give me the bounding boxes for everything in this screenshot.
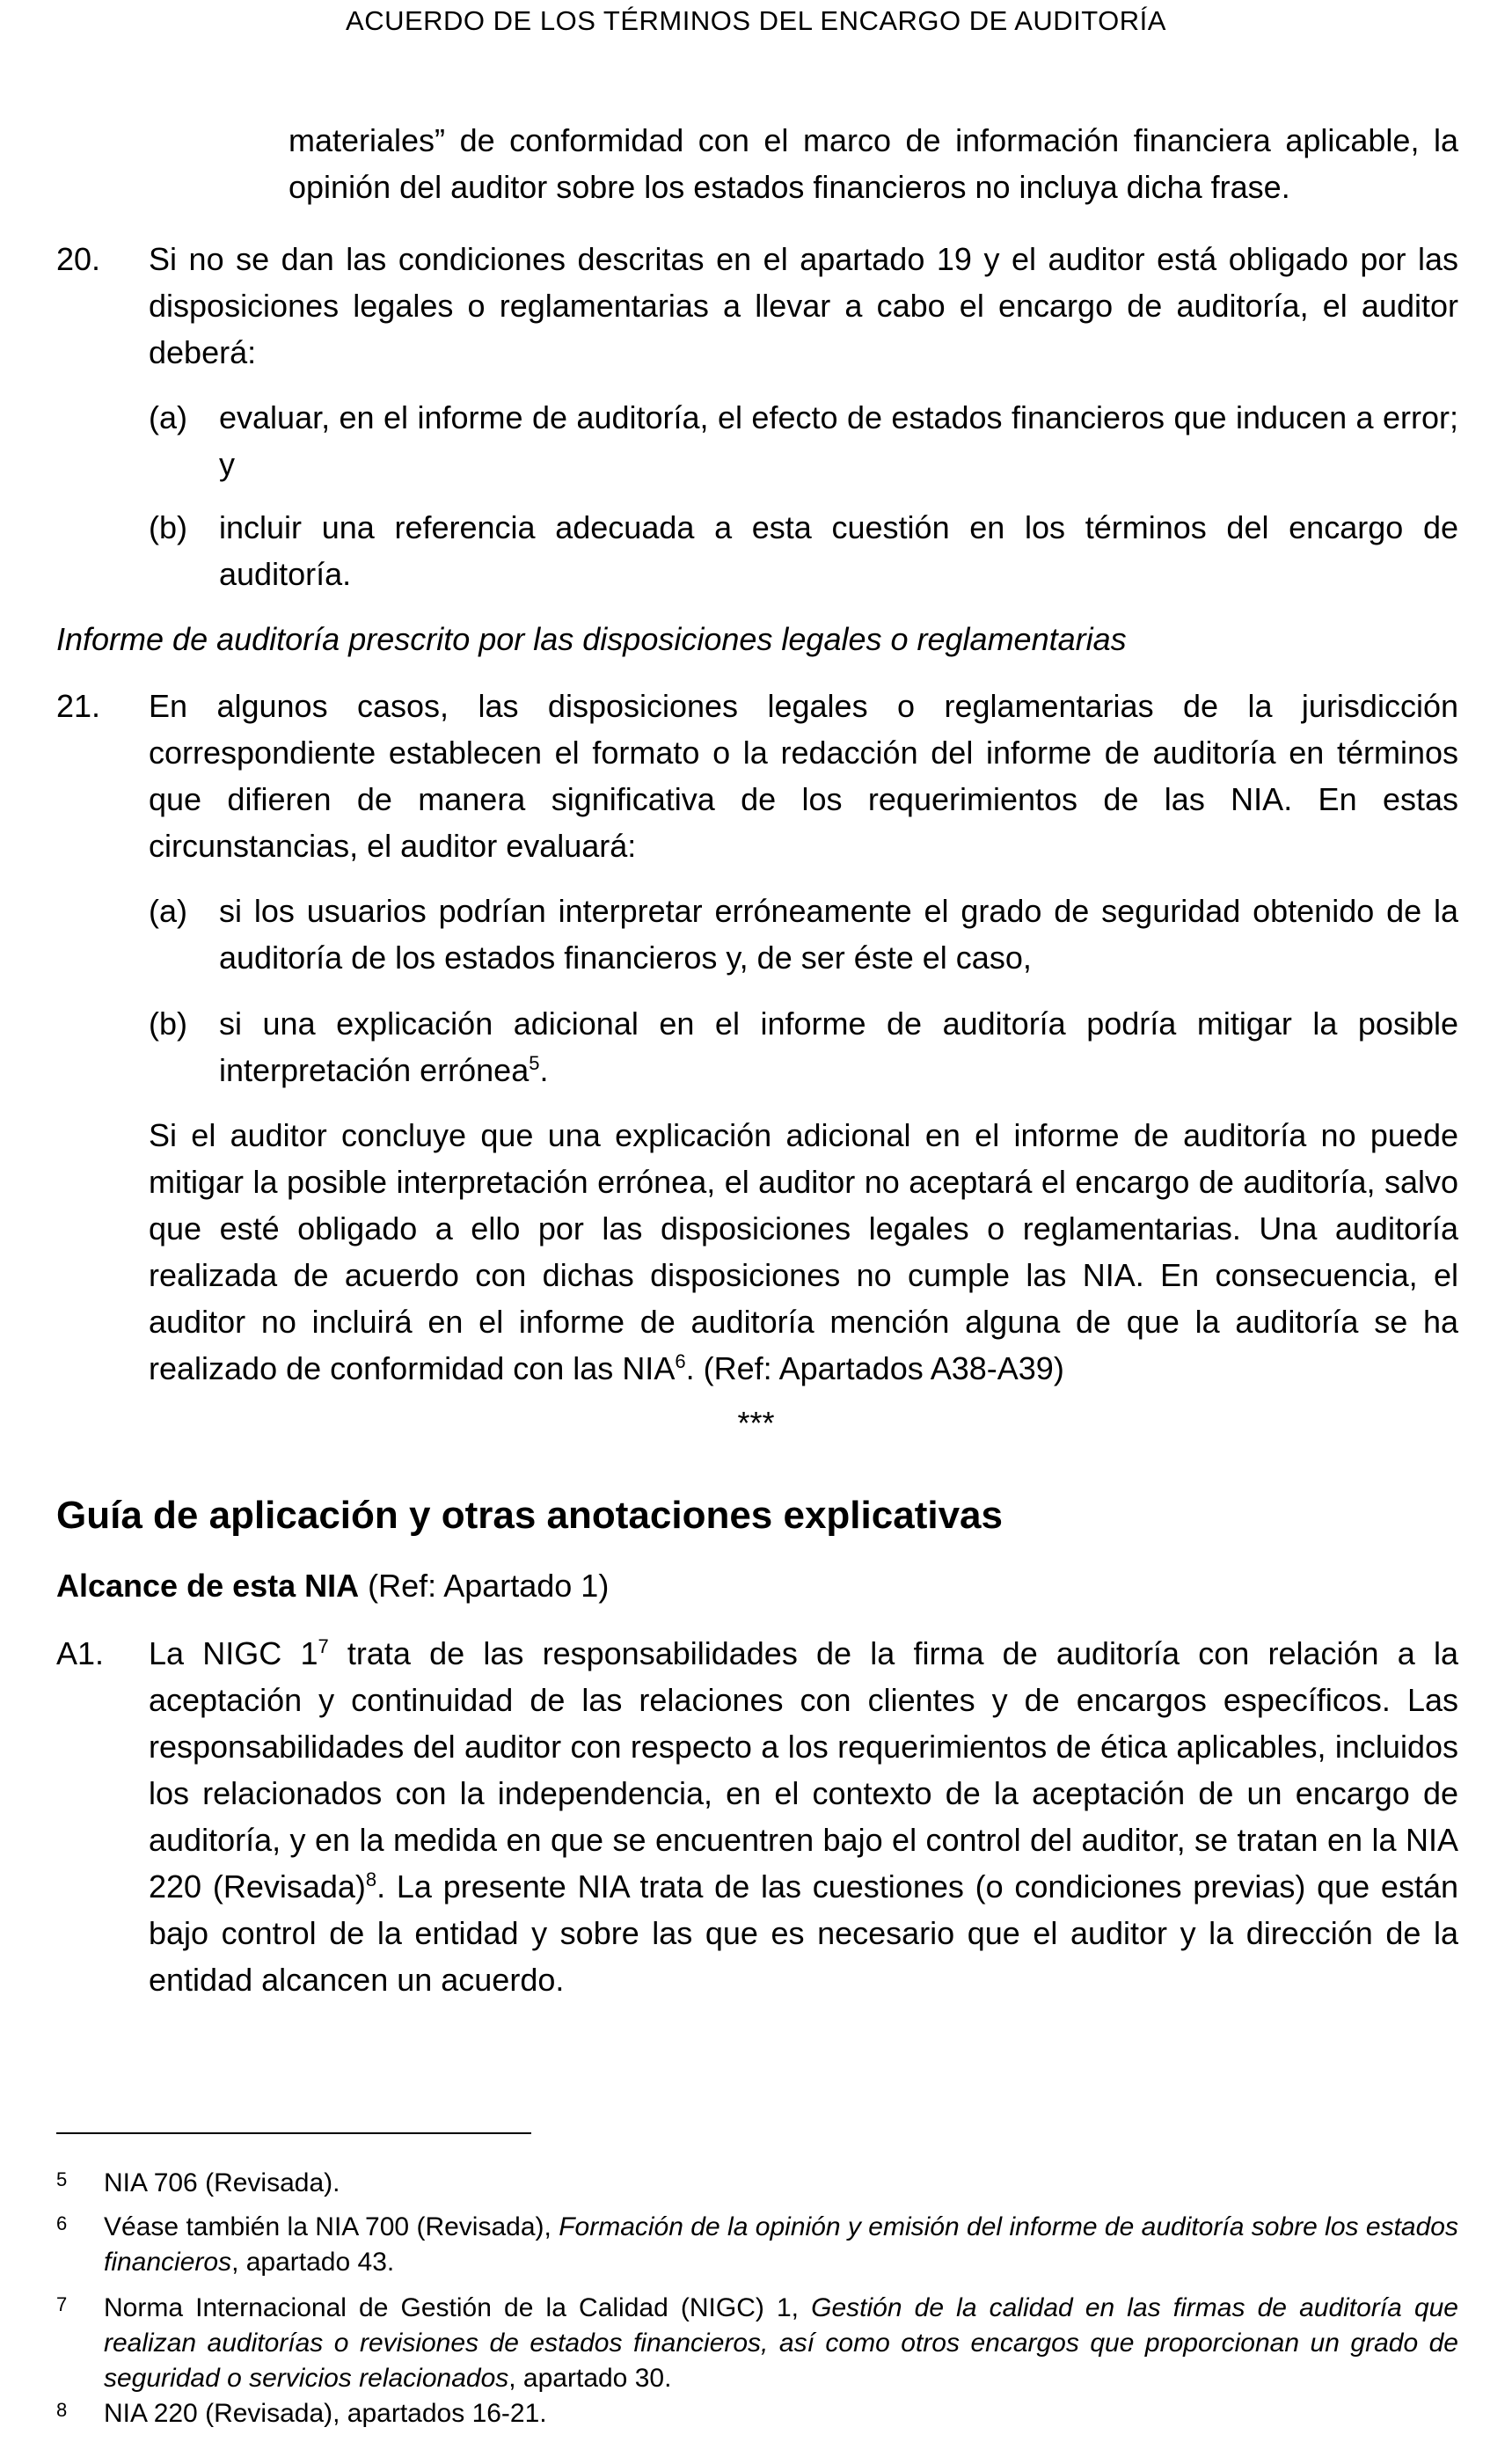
item-label-20b: (b) [149, 509, 187, 545]
footnote-text-7 [104, 2291, 1458, 2396]
item-text-21a: si los usuarios podrían interpretar erróneamente el grado de seguridad obtenido de la auditoría de los estados financieros y, de ser éste el caso, [219, 893, 1458, 976]
paragraph-number-21: 21. [56, 688, 101, 724]
footnote-text-8: NIA 220 (Revisada), apartados 16-21. [104, 2399, 547, 2428]
continuation-paragraph: materiales” de conformidad con el marco de información financiera aplicable, la opinión del auditor sobre los estados financieros no incluya dicha frase. [289, 122, 1458, 205]
footnote-6-after: , apartado 43. [231, 2248, 395, 2277]
footnote-6-title: Formación de la opinión y emisión del informe de auditoría sobre los estados financieros [104, 2212, 1458, 2277]
footnote-ref-7[interactable]: 7 [318, 1635, 329, 1657]
item-text-21b-body: si una explicación adicional en el informe de auditoría podría mitigar la posible interpretación errónea [219, 1005, 1458, 1088]
footnote-text-5: NIA 706 (Revisada). [104, 2168, 340, 2197]
scope-heading [56, 1562, 609, 1609]
paragraph-number-a1: A1. [56, 1635, 105, 1671]
paragraph-a1-part1: La NIGC 1 [149, 1635, 318, 1671]
item-text-21b-tail: . [539, 1052, 549, 1088]
running-header: ACUERDO DE LOS TÉRMINOS DEL ENCARGO DE AUDITORÍA [346, 5, 1166, 36]
guide-heading: Guía de aplicación y otras anotaciones explicativas [56, 1494, 1003, 1537]
footnote-number-8: 8 [56, 2399, 68, 2421]
scope-heading-bold: Alcance de esta NIA [56, 1568, 360, 1604]
paragraph-a1-part2: trata de las responsabilidades de la firma de auditoría con relación a la aceptación y continuidad de las relaciones con clientes y de encargos específicos. Las responsabilidades del auditor con respecto a los requerimientos de ética aplicables, incluidos los relacionados con la independencia, en el contexto de la aceptación de un encargo de auditoría, y en la medida en que se encuentren bajo el control del auditor, se tratan en la NIA 220 (Revisada) [149, 1635, 1458, 1905]
footnote-6-before: Véase también la NIA 700 (Revisada), [104, 2212, 559, 2241]
paragraph-a1-part3: . La presente NIA trata de las cuestiones (o condiciones previas) que están bajo control de la entidad y sobre las que es necesario que el auditor y la dirección de la entidad alcancen un acuerdo. [149, 1868, 1459, 1998]
section-separator: *** [737, 1405, 775, 1441]
footnote-number-7: 7 [56, 2293, 68, 2315]
item-label-20a: (a) [149, 399, 187, 435]
paragraph-number-20: 20. [56, 241, 101, 277]
paragraph-21-closing-tail: . (Ref: Apartados A38-A39) [685, 1350, 1064, 1386]
paragraph-a1-text [149, 1630, 1458, 2003]
footnote-ref-5[interactable]: 5 [529, 1052, 540, 1074]
footnote-7-title: Gestión de la calidad en las firmas de auditoría que realizan auditorías o revisiones de estados financieros, así como otros encargos que proporcionan un grado de seguridad o servicios relacionados [104, 2293, 1458, 2393]
scope-heading-ref: (Ref: Apartado 1) [368, 1568, 610, 1604]
item-text-20a: evaluar, en el informe de auditoría, el efecto de estados financieros que inducen a error; y [219, 399, 1458, 482]
paragraph-20-text: Si no se dan las condiciones descritas en el apartado 19 y el auditor está obligado por las disposiciones legales o reglamentarias a llevar a cabo el encargo de auditoría, el auditor deberá: [149, 241, 1458, 370]
footnote-ref-6[interactable]: 6 [675, 1350, 686, 1372]
item-label-21a: (a) [149, 893, 187, 929]
footnote-number-5: 5 [56, 2168, 68, 2190]
item-text-20b: incluir una referencia adecuada a esta cuestión en los términos del encargo de auditoría. [219, 509, 1458, 592]
footnote-ref-8[interactable]: 8 [365, 1868, 377, 1890]
paragraph-21-closing [149, 1112, 1458, 1392]
paragraph-21-closing-body: Si el auditor concluye que una explicación adicional en el informe de auditoría no puede mitigar la posible interpretación errónea, el auditor no aceptará el encargo de auditoría, salvo que esté obligado a ello por las disposiciones legales o reglamentarias. Una auditoría realizada de acuerdo con dichas disposiciones no cumple las NIA. En consecuencia, el auditor no incluirá en el informe de auditoría mención alguna de que la auditoría se ha realizado de conformidad con las NIA [149, 1117, 1458, 1386]
item-label-21b: (b) [149, 1005, 187, 1042]
footnote-7-after: , apartado 30. [508, 2364, 672, 2393]
footnote-number-6: 6 [56, 2212, 68, 2234]
footnote-text-6 [104, 2210, 1458, 2280]
footnote-7-before: Norma Internacional de Gestión de la Calidad (NIGC) 1, [104, 2293, 812, 2322]
footnote-separator-rule [56, 2132, 531, 2134]
section-heading: Informe de auditoría prescrito por las disposiciones legales o reglamentarias [56, 621, 1127, 657]
item-text-21b [219, 1000, 1458, 1093]
paragraph-21-text: En algunos casos, las disposiciones legales o reglamentarias de la jurisdicción correspondiente establecen el formato o la redacción del informe de auditoría en términos que difieren de manera significativa de los requerimientos de las NIA. En estas circunstancias, el auditor evaluará: [149, 688, 1458, 864]
